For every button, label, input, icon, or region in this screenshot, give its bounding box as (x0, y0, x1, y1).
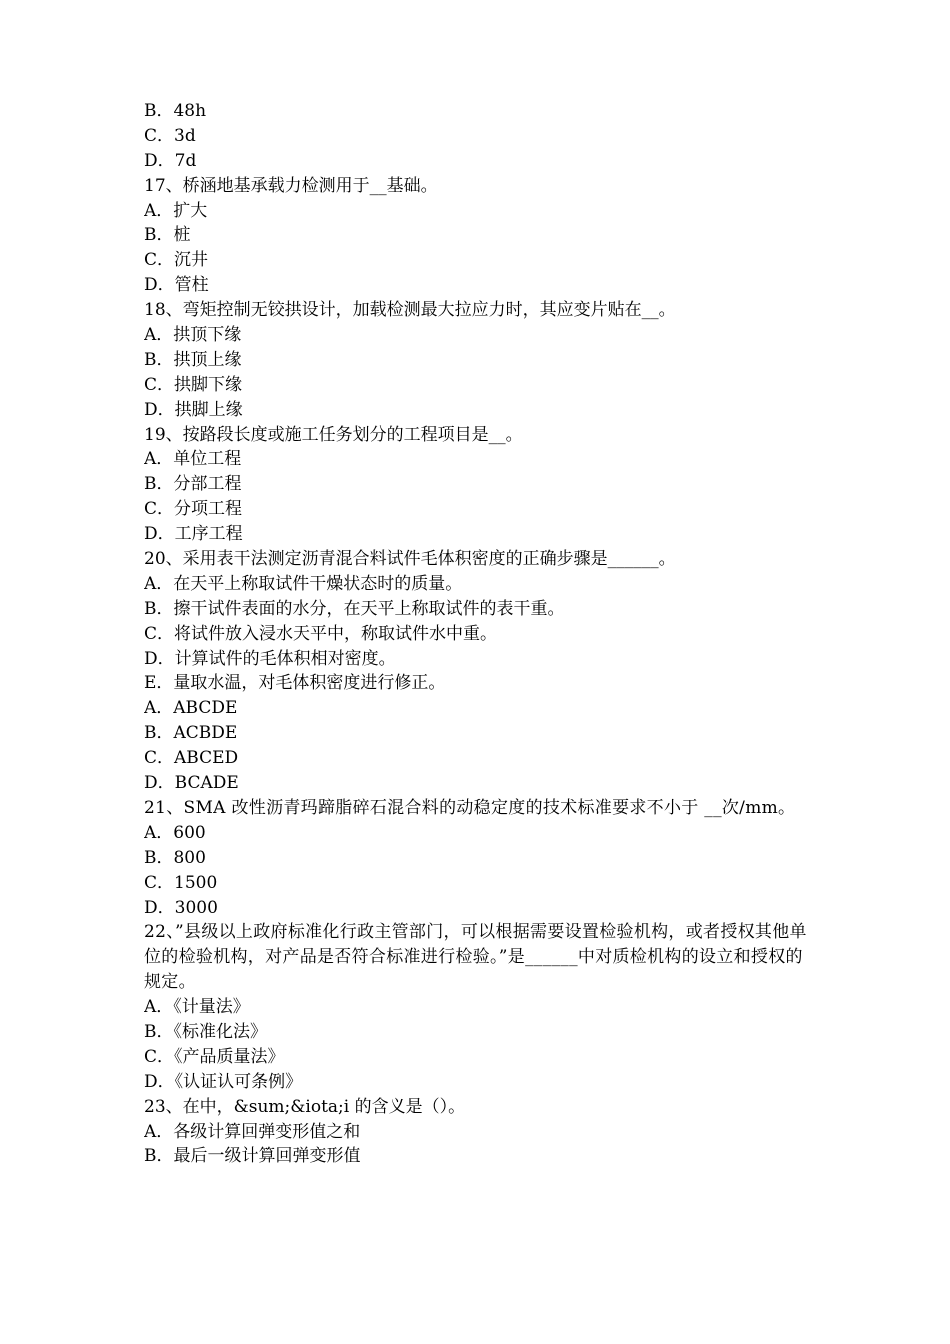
answer-option: A．600 (144, 822, 206, 843)
question-stem: 21、SMA 改性沥青玛蹄脂碎石混合料的动稳定度的技术标准要求不小于 __次/mm。 (144, 797, 796, 818)
question-stem: 23、在中，&sum;&iota;i 的含义是（）。 (144, 1096, 466, 1117)
question-stem: 20、采用表干法测定沥青混合料试件毛体积密度的正确步骤是______。 (144, 549, 676, 570)
question-stem: 22、”县级以上政府标准化行政主管部门，可以根据需要设置检验机构，或者授权其他单位的检验机构，对产品是否符合标准进行检验。”是______中对质检机构的设立和授权的规定。 (144, 922, 807, 993)
answer-option: D．工序工程 (144, 524, 243, 545)
question-stem: 18、弯矩控制无铰拱设计，加载检测最大拉应力时，其应变片贴在__。 (144, 300, 676, 321)
answer-option: C．分项工程 (144, 499, 243, 520)
answer-option: A．《计量法》 (144, 997, 250, 1018)
answer-option: D．拱脚上缘 (144, 399, 243, 420)
answer-option: C．3d (144, 125, 196, 146)
answer-option: C．《产品质量法》 (144, 1046, 285, 1067)
answer-option: D．3000 (144, 897, 218, 918)
answer-option: D．《认证认可条例》 (144, 1071, 303, 1092)
answer-option: A．单位工程 (144, 449, 242, 470)
answer-option: C．拱脚下缘 (144, 374, 243, 395)
answer-option: B．分部工程 (144, 474, 242, 495)
answer-option: C．将试件放入浸水天平中，称取试件水中重。 (144, 623, 498, 644)
answer-option: B．48h (144, 101, 207, 121)
exam-questions (144, 99, 810, 1169)
question-stem: 17、桥涵地基承载力检测用于__基础。 (144, 175, 438, 196)
answer-option: B．《标准化法》 (144, 1022, 267, 1043)
answer-option: A．各级计算回弹变形值之和 (144, 1121, 361, 1142)
answer-option: A．在天平上称取试件干燥状态时的质量。 (144, 573, 463, 594)
answer-option: B．最后一级计算回弹变形值 (144, 1146, 361, 1167)
answer-option: B．桩 (144, 225, 191, 246)
answer-option: D．BCADE (144, 773, 239, 794)
answer-option: E．量取水温，对毛体积密度进行修正。 (144, 673, 446, 694)
answer-option: A．ABCDE (144, 698, 238, 719)
question-stem: 19、按路段长度或施工任务划分的工程项目是__。 (144, 424, 523, 445)
answer-option: A．扩大 (144, 200, 208, 221)
answer-option: B．800 (144, 847, 206, 868)
answer-option: B．拱顶上缘 (144, 349, 242, 370)
answer-option: D．7d (144, 150, 197, 171)
answer-option: B．ACBDE (144, 723, 238, 744)
answer-option: D．管柱 (144, 275, 209, 296)
answer-option: D．计算试件的毛体积相对密度。 (144, 648, 396, 669)
answer-option: C．ABCED (144, 748, 239, 769)
answer-option: C．沉井 (144, 250, 209, 271)
answer-option: A．拱顶下缘 (144, 325, 242, 346)
answer-option: C．1500 (144, 872, 218, 893)
answer-option: B．擦干试件表面的水分，在天平上称取试件的表干重。 (144, 598, 565, 619)
